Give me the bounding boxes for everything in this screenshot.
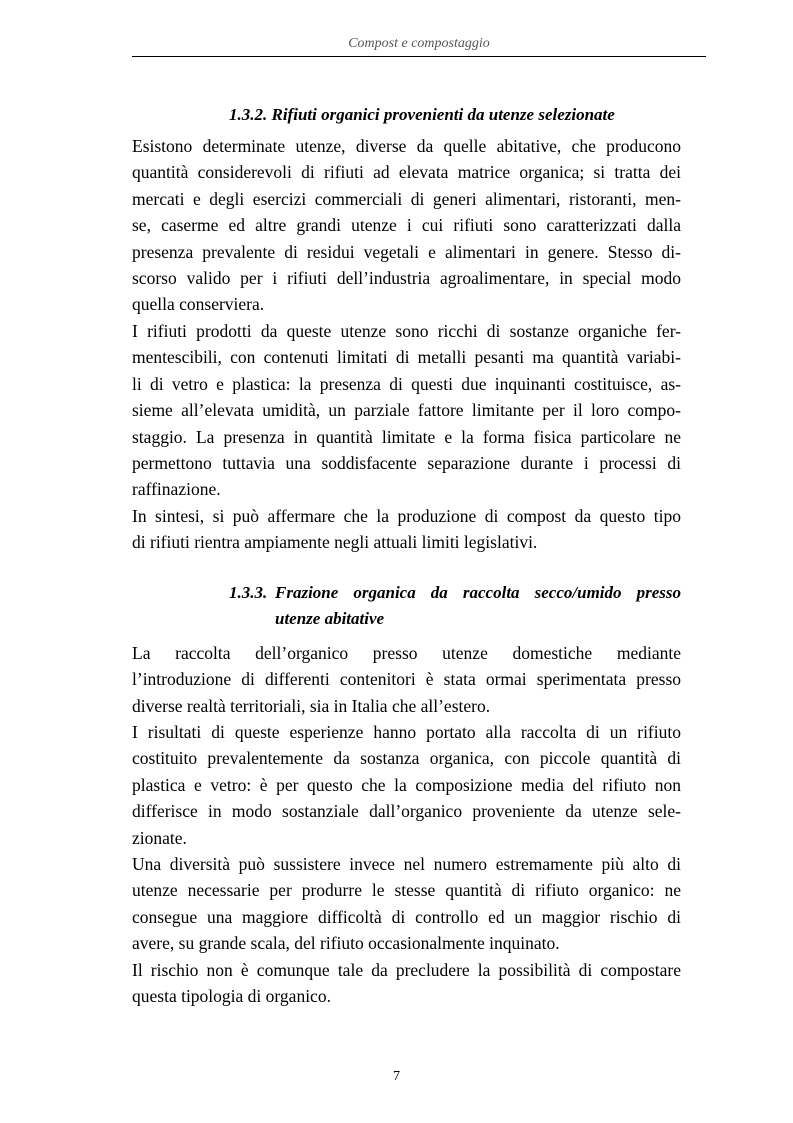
header-rule	[132, 56, 706, 57]
text-line: presenza prevalente di residui vegetali e alimentari in genere. Stesso di-	[132, 241, 681, 262]
text-line: avere, su grande scala, del rifiuto occasionalmente inquinato.	[132, 933, 560, 954]
text-line: permettono tuttavia una soddisfacente separazione durante i processi di	[132, 453, 681, 474]
text-line: consegue una maggiore difficoltà di controllo ed un maggior rischio di	[132, 906, 681, 927]
text-line: mentescibili, con contenuti limitati di metalli pesanti ma quantità variabi-	[132, 347, 681, 368]
section-number: 1.3.2.	[229, 105, 268, 124]
text-line: questa tipologia di organico.	[132, 986, 331, 1007]
text-line: li di vetro e plastica: la presenza di questi due inquinanti costituisce, as-	[132, 373, 681, 394]
text-line: zionate.	[132, 827, 187, 848]
text-line: l’introduzione di differenti contenitori è stata ormai sperimentata presso	[132, 669, 681, 690]
text-line: I rifiuti prodotti da queste utenze sono ricchi di sostanze organiche fer-	[132, 321, 681, 341]
paragraph	[132, 133, 681, 318]
text-line: mercati e degli esercizi commerciali di generi alimentari, ristoranti, men-	[132, 188, 681, 209]
text-line: costituito prevalentemente da sostanza organica, con piccole quantità di	[132, 748, 681, 769]
text-line: quella conserviera.	[132, 294, 265, 315]
text-line: utenze necessarie per produrre le stesse quantità di rifiuto organico: ne	[132, 880, 681, 901]
text-line: se, caserme ed altre grandi utenze i cui rifiuti sono caratterizzati dalla	[132, 215, 681, 236]
paragraph	[132, 851, 681, 957]
paragraph	[132, 318, 681, 503]
text-line: Una diversità può sussistere invece nel numero estremamente più alto di	[132, 854, 681, 874]
text-line: quantità considerevoli di rifiuti ad elevata matrice organica; si tratta dei	[132, 162, 681, 183]
text-line: I risultati di queste esperienze hanno portato alla raccolta di un rifiuto	[132, 722, 681, 742]
text-line: La raccolta dell’organico presso utenze domestiche mediante	[132, 643, 681, 663]
text-line: sieme all’elevata umidità, un parziale fattore limitante per il loro compo-	[132, 400, 681, 421]
text-line: raffinazione.	[132, 479, 221, 500]
running-header: Compost e compostaggio	[348, 36, 490, 51]
section-heading-1-3-2	[229, 102, 689, 128]
paragraph	[132, 719, 681, 851]
page-number: 7	[393, 1069, 400, 1084]
section-heading-1-3-3	[229, 580, 681, 632]
text-line: scorso valido per i rifiuti dell’industria agroalimentare, in special modo	[132, 268, 681, 289]
text-line: differisce in modo sostanziale dall’organico proveniente da utenze sele-	[132, 801, 681, 822]
text-line: staggio. La presenza in quantità limitate e la forma fisica particolare ne	[132, 426, 681, 447]
text-line: plastica e vetro: è per questo che la composizione media del rifiuto non	[132, 774, 681, 795]
section-title-line: Frazione organica da raccolta secco/umido presso	[275, 583, 681, 602]
text-line: diverse realtà territoriali, sia in Italia che all’estero.	[132, 695, 491, 716]
section-number: 1.3.3.	[229, 583, 268, 602]
paragraph	[132, 640, 681, 719]
text-line: Il rischio non è comunque tale da precludere la possibilità di compostare	[132, 960, 681, 980]
paragraph	[132, 503, 681, 556]
text-line: di rifiuti rientra ampiamente negli attuali limiti legislativi.	[132, 532, 538, 553]
paragraph	[132, 957, 681, 1010]
text-line: In sintesi, si può affermare che la produzione di compost da questo tipo	[132, 506, 681, 526]
section-title-line: utenze abitative	[275, 609, 385, 628]
text-line: Esistono determinate utenze, diverse da quelle abitative, che producono	[132, 136, 681, 156]
section-title: Rifiuti organici provenienti da utenze selezionate	[271, 105, 615, 124]
